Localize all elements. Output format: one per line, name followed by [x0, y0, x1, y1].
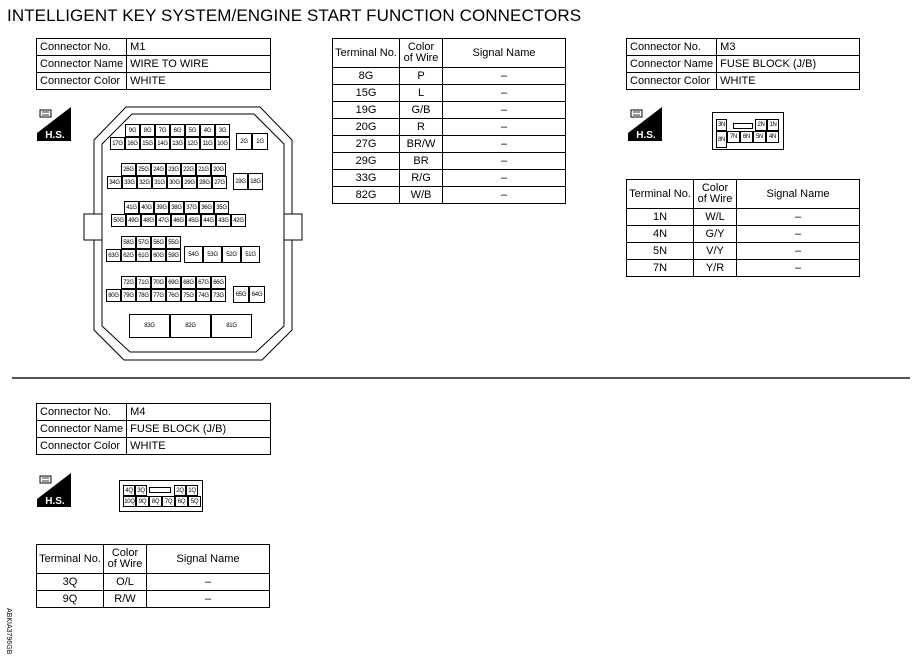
wire-color: W/B: [400, 187, 443, 204]
color-of-wire-header: Color of Wire: [694, 180, 737, 209]
table-row: [37, 574, 270, 591]
table-row: [627, 260, 860, 277]
pin-52g: 52G: [222, 246, 241, 263]
pin-42g: 42G: [231, 214, 246, 227]
signal-name: –: [147, 591, 270, 608]
pin-12g: 12G: [185, 137, 200, 150]
pin-5g: 5G: [185, 124, 200, 137]
pin-17g: 17G: [110, 137, 125, 150]
pin-66g: 66G: [211, 276, 226, 289]
table-row: [333, 119, 566, 136]
pin-58g: 58G: [121, 236, 136, 249]
pin-3g: 3G: [215, 124, 230, 137]
pin-3n: 3N: [716, 119, 727, 131]
connector-name-label: Connector Name: [627, 56, 717, 73]
pin-68g: 68G: [181, 276, 196, 289]
pin-40g: 40G: [139, 201, 154, 214]
m3-key-slot: [733, 123, 753, 129]
m1-connector-no: M1: [127, 39, 271, 56]
pin-7g: 7G: [155, 124, 170, 137]
pin-26g: 26G: [121, 163, 136, 176]
pin-2g: 2G: [236, 133, 252, 150]
pin-55g: 55G: [166, 236, 181, 249]
pin-27g: 27G: [212, 176, 227, 189]
pin-20g: 20G: [211, 163, 226, 176]
terminal-no: 29G: [333, 153, 400, 170]
pin-51g: 51G: [241, 246, 260, 263]
wire-color: BR: [400, 153, 443, 170]
pin-9g: 9G: [125, 124, 140, 137]
table-row: [627, 226, 860, 243]
wire-color: G/B: [400, 102, 443, 119]
terminal-no: 5N: [627, 243, 694, 260]
m3-connector-name: FUSE BLOCK (J/B): [717, 56, 860, 73]
m4-connector-color: WHITE: [127, 438, 271, 455]
pin-4q: 4Q: [123, 485, 135, 496]
m3-connector-color: WHITE: [717, 73, 860, 90]
pin-6g: 6G: [170, 124, 185, 137]
wire-color: V/Y: [694, 243, 737, 260]
pin-1q: 1Q: [186, 485, 198, 496]
wire-color: L: [400, 85, 443, 102]
signal-name: –: [443, 170, 566, 187]
pin-29g: 29G: [182, 176, 197, 189]
signal-name: –: [737, 226, 860, 243]
signal-name: –: [737, 209, 860, 226]
pin-61g: 61G: [136, 249, 151, 262]
signal-name: –: [737, 243, 860, 260]
pin-16g: 16G: [125, 137, 140, 150]
connector-name-label: Connector Name: [37, 421, 127, 438]
pin-56g: 56G: [151, 236, 166, 249]
pin-32g: 32G: [137, 176, 152, 189]
pin-57g: 57G: [136, 236, 151, 249]
terminal-no: 7N: [627, 260, 694, 277]
pin-6q: 6Q: [175, 496, 188, 507]
wire-color: O/L: [104, 574, 147, 591]
table-row: [333, 187, 566, 204]
m1-connector-color: WHITE: [127, 73, 271, 90]
m4-info-table: [36, 403, 271, 455]
pin-14g: 14G: [155, 137, 170, 150]
pin-76g: 76G: [166, 289, 181, 302]
pin-5n: 5N: [753, 131, 766, 143]
terminal-no-header: Terminal No.: [333, 39, 400, 68]
table-row: [333, 68, 566, 85]
pin-49g: 49G: [126, 214, 141, 227]
pin-2q: 2Q: [174, 485, 186, 496]
table-row: [333, 102, 566, 119]
wire-color: G/Y: [694, 226, 737, 243]
pin-78g: 78G: [136, 289, 151, 302]
pin-15g: 15G: [140, 137, 155, 150]
m4-connector-name: FUSE BLOCK (J/B): [127, 421, 271, 438]
m3-connector-no: M3: [717, 39, 860, 56]
signal-name: –: [443, 136, 566, 153]
pin-39g: 39G: [154, 201, 169, 214]
hs-icon: [37, 473, 71, 507]
terminal-no: 3Q: [37, 574, 104, 591]
m1-info-table: [36, 38, 271, 90]
pin-3q: 3Q: [135, 485, 147, 496]
wire-color: R/G: [400, 170, 443, 187]
pin-81g: 81G: [211, 314, 252, 338]
pin-45g: 45G: [186, 214, 201, 227]
terminal-no-header: Terminal No.: [627, 180, 694, 209]
pin-73g: 73G: [211, 289, 226, 302]
pin-65g: 65G: [233, 286, 249, 303]
pin-83g: 83G: [129, 314, 170, 338]
hs-label: H.S.: [45, 496, 65, 507]
wire-color: W/L: [694, 209, 737, 226]
pin-60g: 60G: [151, 249, 166, 262]
pin-43g: 43G: [216, 214, 231, 227]
pin-22g: 22G: [181, 163, 196, 176]
table-row: [333, 136, 566, 153]
table-row: [333, 153, 566, 170]
pin-1n: 1N: [767, 119, 779, 131]
pin-59g: 59G: [166, 249, 181, 262]
signal-name: –: [737, 260, 860, 277]
signal-name-header: Signal Name: [147, 545, 270, 574]
hs-icon: [37, 107, 71, 141]
pin-50g: 50G: [111, 214, 126, 227]
pin-28g: 28G: [197, 176, 212, 189]
signal-name: –: [443, 102, 566, 119]
connector-no-label: Connector No.: [627, 39, 717, 56]
wire-color: P: [400, 68, 443, 85]
pin-34g: 34G: [107, 176, 122, 189]
hs-label: H.S.: [45, 130, 65, 141]
pin-8q: 8Q: [149, 496, 162, 507]
signal-name-header: Signal Name: [443, 39, 566, 68]
pin-36g: 36G: [199, 201, 214, 214]
m1-terminal-table: [332, 38, 566, 204]
pin-62g: 62G: [121, 249, 136, 262]
pin-44g: 44G: [201, 214, 216, 227]
pin-18g: 18G: [248, 173, 263, 190]
pin-33g: 33G: [122, 176, 137, 189]
terminal-no: 1N: [627, 209, 694, 226]
pin-63g: 63G: [106, 249, 121, 262]
color-of-wire-header: Color of Wire: [104, 545, 147, 574]
pin-5q: 5Q: [188, 496, 201, 507]
wire-color: BR/W: [400, 136, 443, 153]
connector-no-label: Connector No.: [37, 39, 127, 56]
pin-10g: 10G: [215, 137, 230, 150]
m1-connector-name: WIRE TO WIRE: [127, 56, 271, 73]
pin-24g: 24G: [151, 163, 166, 176]
pin-7n: 7N: [727, 131, 740, 143]
pin-72g: 72G: [121, 276, 136, 289]
pin-31g: 31G: [152, 176, 167, 189]
hs-label: H.S.: [636, 130, 656, 141]
signal-name: –: [443, 187, 566, 204]
signal-name: –: [147, 574, 270, 591]
pin-8n: 8N: [716, 131, 727, 148]
terminal-no: 9Q: [37, 591, 104, 608]
pin-71g: 71G: [136, 276, 151, 289]
pin-6n: 6N: [740, 131, 753, 143]
m3-info-table: [626, 38, 860, 90]
wire-color: R/W: [104, 591, 147, 608]
terminal-no: 27G: [333, 136, 400, 153]
color-of-wire-header: Color of Wire: [400, 39, 443, 68]
terminal-no-header: Terminal No.: [37, 545, 104, 574]
pin-13g: 13G: [170, 137, 185, 150]
connector-color-label: Connector Color: [37, 438, 127, 455]
wire-color: R: [400, 119, 443, 136]
pin-38g: 38G: [169, 201, 184, 214]
pin-30g: 30G: [167, 176, 182, 189]
pin-47g: 47G: [156, 214, 171, 227]
signal-name: –: [443, 85, 566, 102]
table-row: [627, 243, 860, 260]
signal-name: –: [443, 119, 566, 136]
signal-name-header: Signal Name: [737, 180, 860, 209]
pin-74g: 74G: [196, 289, 211, 302]
pin-21g: 21G: [196, 163, 211, 176]
pin-11g: 11G: [200, 137, 215, 150]
figure-code: ABKIA3796GB: [5, 608, 12, 655]
table-row: [333, 170, 566, 187]
pin-75g: 75G: [181, 289, 196, 302]
pin-53g: 53G: [203, 246, 222, 263]
connector-name-label: Connector Name: [37, 56, 127, 73]
pin-70g: 70G: [151, 276, 166, 289]
pin-41g: 41G: [124, 201, 139, 214]
m4-terminal-table: [36, 544, 270, 608]
m3-terminal-table: [626, 179, 860, 277]
terminal-no: 8G: [333, 68, 400, 85]
pin-80g: 80G: [106, 289, 121, 302]
signal-name: –: [443, 68, 566, 85]
pin-69g: 69G: [166, 276, 181, 289]
pin-19g: 19G: [233, 173, 248, 190]
terminal-no: 20G: [333, 119, 400, 136]
pin-4n: 4N: [766, 131, 779, 143]
m4-connector-no: M4: [127, 404, 271, 421]
pin-2n: 2N: [755, 119, 767, 131]
signal-name: –: [443, 153, 566, 170]
pin-37g: 37G: [184, 201, 199, 214]
page-title: INTELLIGENT KEY SYSTEM/ENGINE START FUNCTION CONNECTORS: [7, 6, 582, 25]
section-divider: [12, 377, 910, 379]
connector-no-label: Connector No.: [37, 404, 127, 421]
pin-46g: 46G: [171, 214, 186, 227]
pin-64g: 64G: [249, 286, 265, 303]
pin-25g: 25G: [136, 163, 151, 176]
table-row: [37, 591, 270, 608]
pin-10q: 10Q: [123, 496, 136, 507]
pin-7q: 7Q: [162, 496, 175, 507]
terminal-no: 82G: [333, 187, 400, 204]
pin-8g: 8G: [140, 124, 155, 137]
hs-icon: [628, 107, 662, 141]
table-row: [627, 209, 860, 226]
pin-79g: 79G: [121, 289, 136, 302]
pin-35g: 35G: [214, 201, 229, 214]
pin-1g: 1G: [252, 133, 268, 150]
pin-4g: 4G: [200, 124, 215, 137]
terminal-no: 15G: [333, 85, 400, 102]
terminal-no: 4N: [627, 226, 694, 243]
pin-77g: 77G: [151, 289, 166, 302]
m4-key-slot: [149, 487, 171, 493]
connector-color-label: Connector Color: [627, 73, 717, 90]
pin-54g: 54G: [184, 246, 203, 263]
pin-67g: 67G: [196, 276, 211, 289]
wire-color: Y/R: [694, 260, 737, 277]
pin-9q: 9Q: [136, 496, 149, 507]
table-row: [333, 85, 566, 102]
terminal-no: 33G: [333, 170, 400, 187]
pin-23g: 23G: [166, 163, 181, 176]
connector-color-label: Connector Color: [37, 73, 127, 90]
pin-82g: 82G: [170, 314, 211, 338]
terminal-no: 19G: [333, 102, 400, 119]
pin-48g: 48G: [141, 214, 156, 227]
